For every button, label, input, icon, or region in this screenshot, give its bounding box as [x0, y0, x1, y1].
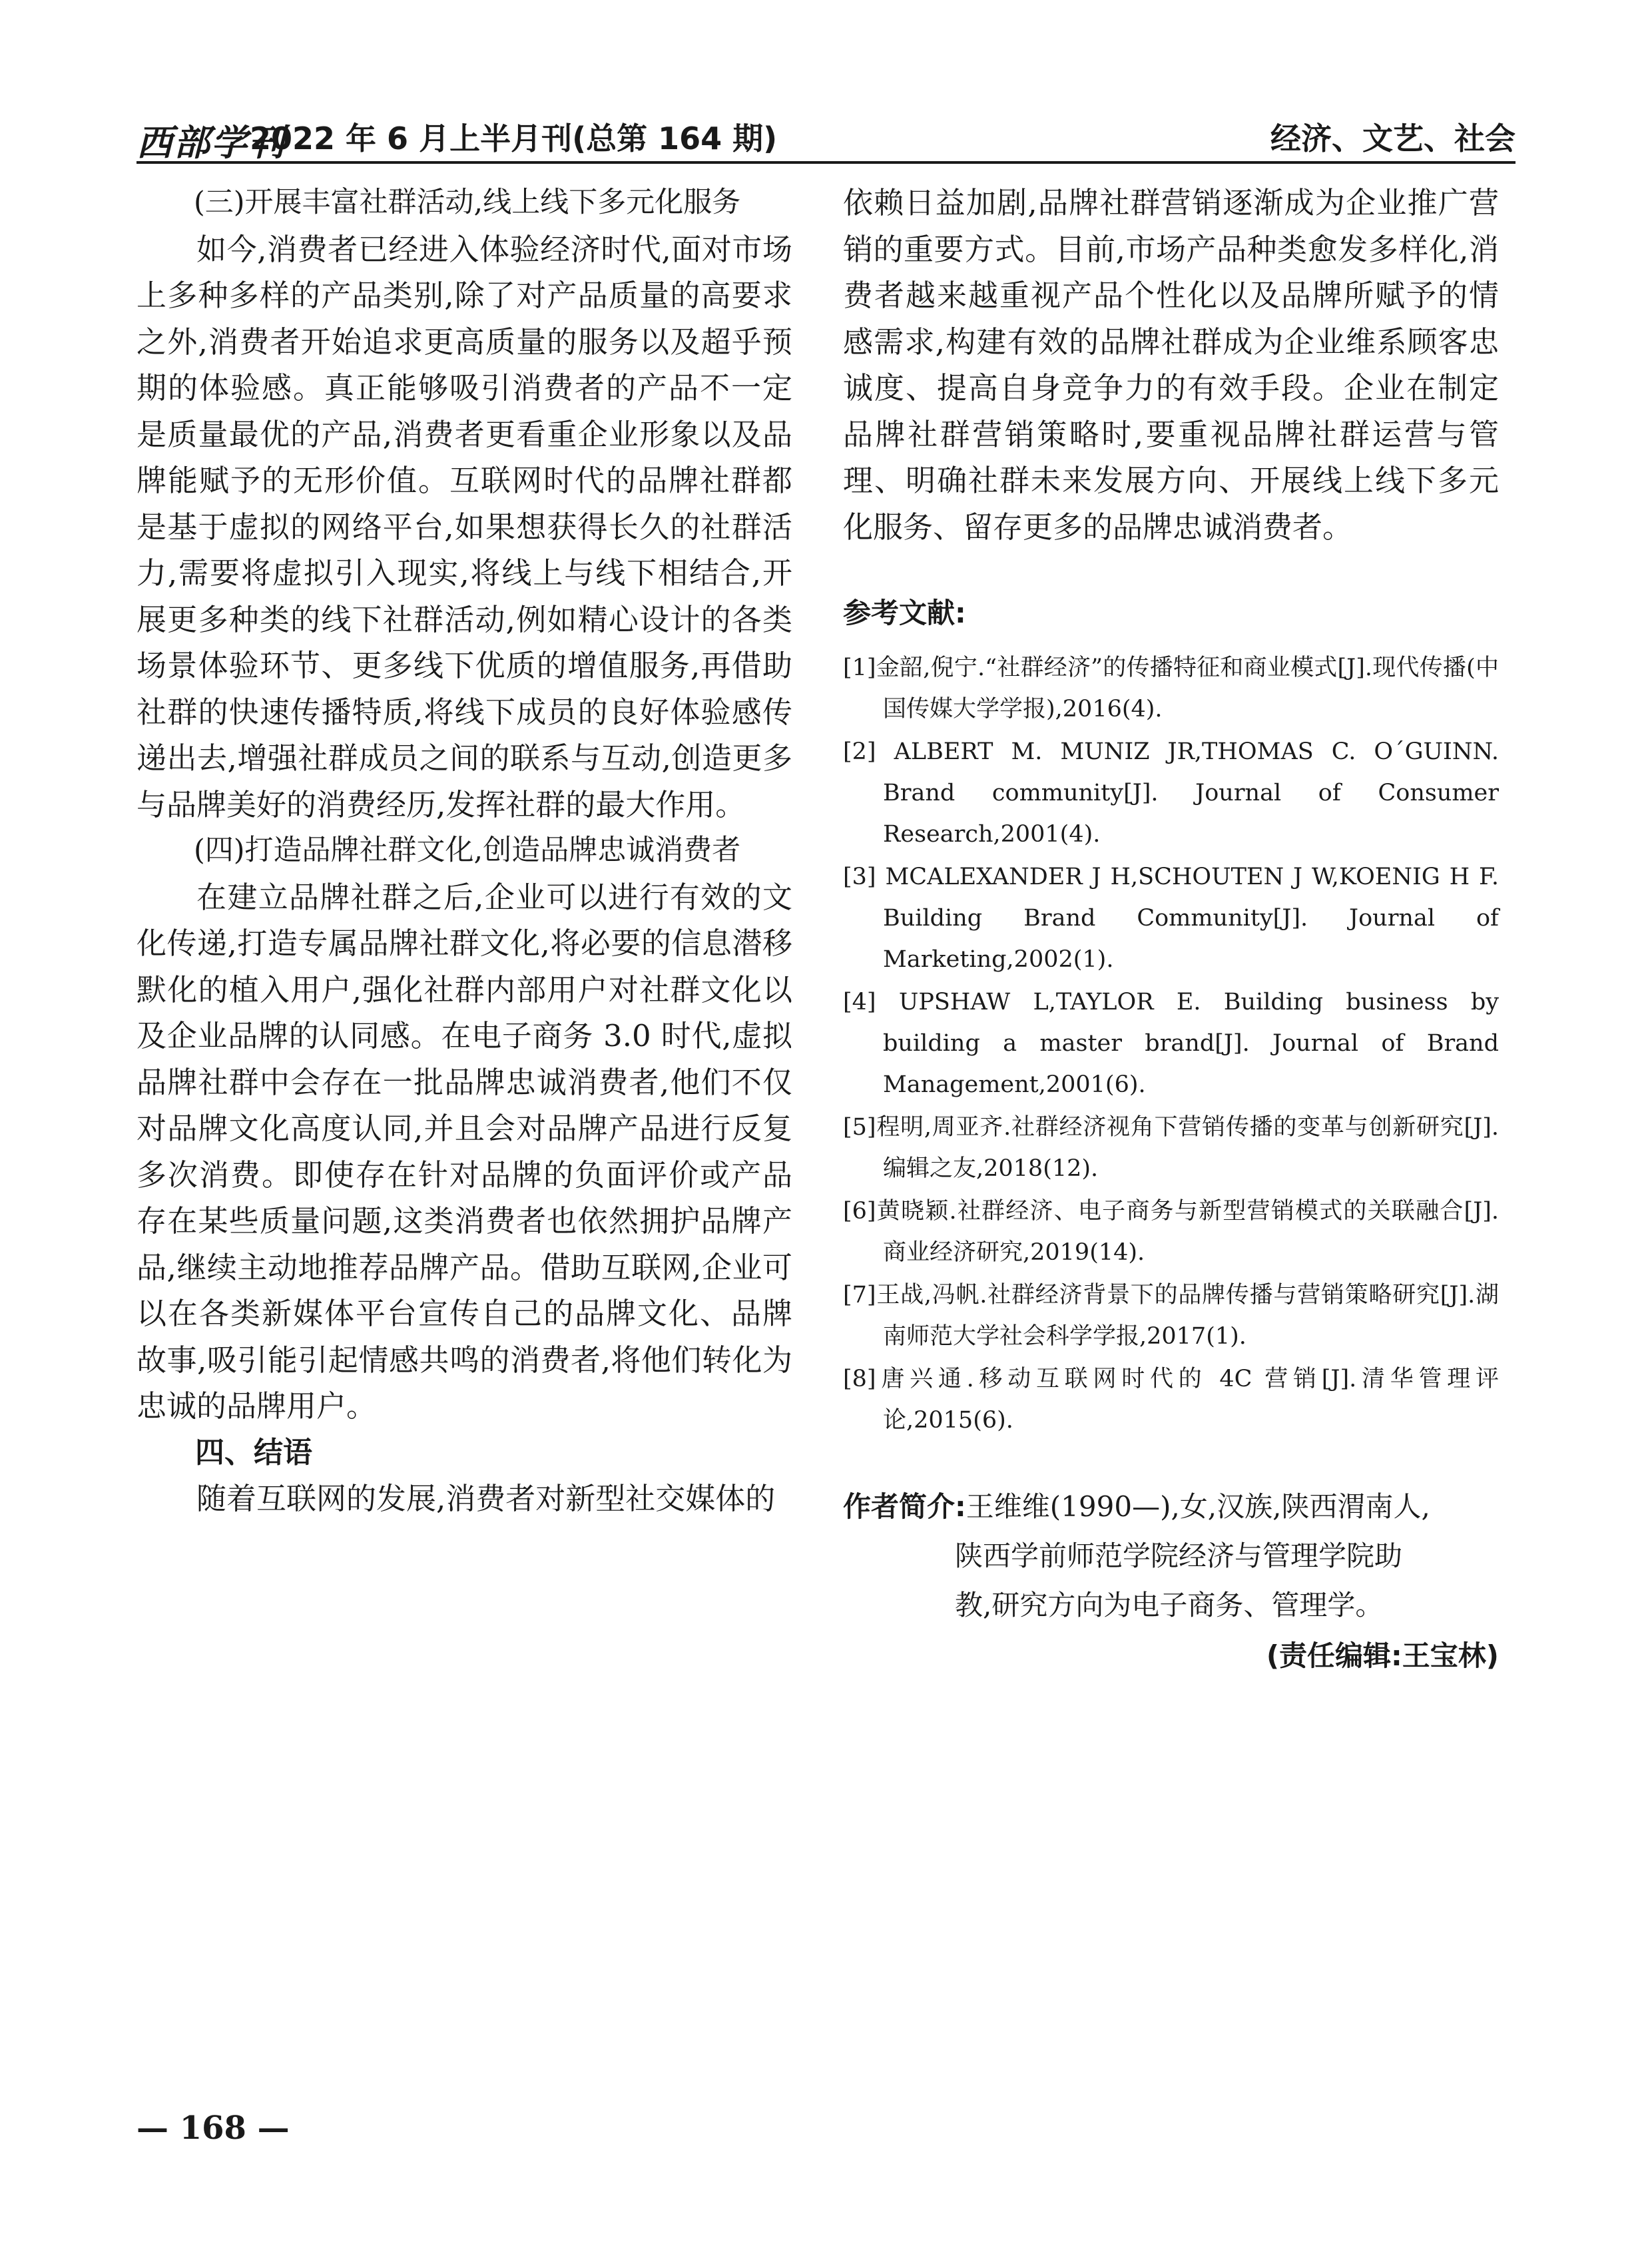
paragraph-continued: 依赖日益加剧,品牌社群营销逐渐成为企业推广营销的重要方式。目前,市场产品种类愈发多样化,消费者越来越重视产品个性化以及品牌所赋予的情感需求,构建有效的品牌社群成为企业维系顾客忠诚度、提高自身竞争力的有效手段。企业在制定品牌社群营销策略时,要重视品牌社群运营与管理、明确社群未来发展方向、开展线上线下多元化服务、留存更多的品牌忠诚消费者。 [843, 185, 1499, 545]
reference-item: [3] MCALEXANDER J H,SCHOUTEN J W,KOENIG H F. Building Brand Community[J]. Journal of Marketing,2002(1). [843, 863, 1499, 973]
section-heading-conclusion: 四、结语 [195, 1435, 312, 1470]
paragraph: 如今,消费者已经进入体验经济时代,面对市场上多种多样的产品类别,除了对产品质量的高要求之外,消费者开始追求更高质量的服务以及超乎预期的体验感。真正能够吸引消费者的产品不一定是质量最优的产品,消费者更看重企业形象以及品牌能赋予的无形价值。互联网时代的品牌社群都是基于虚拟的网络平台,如果想获得长久的社群活力,需要将虚拟引入现实,将线上与线下相结合,开展更多种类的线下社群活动,例如精心设计的各类场景体验环节、更多线下优质的增值服务,再借助社群的快速传播特质,将线下成员的良好体验感传递出去,增强社群成员之间的联系与互动,创造更多与品牌美好的消费经历,发挥社群的最大作用。 [137, 231, 792, 822]
page-header [137, 105, 1515, 164]
paragraph: 在建立品牌社群之后,企业可以进行有效的文化传递,打造专属品牌社群文化,将必要的信息潜移默化的植入用户,强化社群内部用户对社群文化以及企业品牌的认同感。在电子商务 3.0 时代,虚拟品牌社群中会存在一批品牌忠诚消费者,他们不仅对品牌文化高度认同,并且会对品牌产品进行反复多次消费。即使存在针对品牌的负面评价或产品存在某些质量问题,这类消费者也依然拥护品牌产品,继续主动地推荐品牌产品。借助互联网,企业可以在各类新媒体平台宣传自己的品牌文化、品牌故事,吸引能引起情感共鸣的消费者,将他们转化为忠诚的品牌用户。 [137, 879, 792, 1424]
page-number: — 168 — [137, 2109, 290, 2147]
author-bio [843, 1482, 1499, 1630]
issue-info: 2022 年 6 月上半月刊(总第 164 期) [250, 121, 778, 156]
reference-item: [6]黄晓颖.社群经济、电子商务与新型营销模式的关联融合[J].商业经济研究,2019(14). [843, 1197, 1499, 1266]
right-column [843, 180, 1499, 1679]
reference-item: [2] ALBERT M. MUNIZ JR,THOMAS C. O´GUINN. Brand community[J]. Journal of Consumer Research,2001(4). [843, 738, 1499, 848]
author-label: 作者简介: [843, 1490, 966, 1523]
responsible-editor: (责任编辑:王宝林) [1266, 1639, 1499, 1672]
section-title: 经济、文艺、社会 [1270, 121, 1515, 156]
reference-item: [8]唐兴通.移动互联网时代的 4C 营销[J].清华管理评论,2015(6). [843, 1365, 1499, 1434]
subheading-4: (四)打造品牌社群文化,创造品牌忠诚消费者 [194, 834, 741, 867]
journal-logo: 西部学刊 [137, 121, 286, 164]
left-column [137, 180, 792, 1522]
author-line: 王维维(1990—),女,汉族,陕西渭南人, [965, 1490, 1430, 1523]
paragraph: 随着互联网的发展,消费者对新型社交媒体的 [196, 1481, 776, 1516]
reference-item: [5]程明,周亚齐.社群经济视角下营销传播的变革与创新研究[J].编辑之友,2018(12). [843, 1113, 1499, 1182]
subheading-3: (三)开展丰富社群活动,线上线下多元化服务 [194, 186, 741, 219]
author-line: 陕西学前师范学院经济与管理学院助 [955, 1539, 1403, 1572]
reference-item: [1]金韶,倪宁.“社群经济”的传播特征和商业模式[J].现代传播(中国传媒大学学报),2016(4). [843, 654, 1499, 722]
references-title: 参考文献: [843, 597, 966, 629]
author-line: 教,研究方向为电子商务、管理学。 [955, 1588, 1384, 1621]
references-list [843, 647, 1499, 1441]
reference-item: [7]王战,冯帆.社群经济背景下的品牌传播与营销策略研究[J].湖南师范大学社会科学学报,2017(1). [843, 1281, 1499, 1350]
reference-item: [4] UPSHAW L,TAYLOR E. Building business by building a master brand[J]. Journal of Brand Management,2001(6). [843, 988, 1499, 1098]
